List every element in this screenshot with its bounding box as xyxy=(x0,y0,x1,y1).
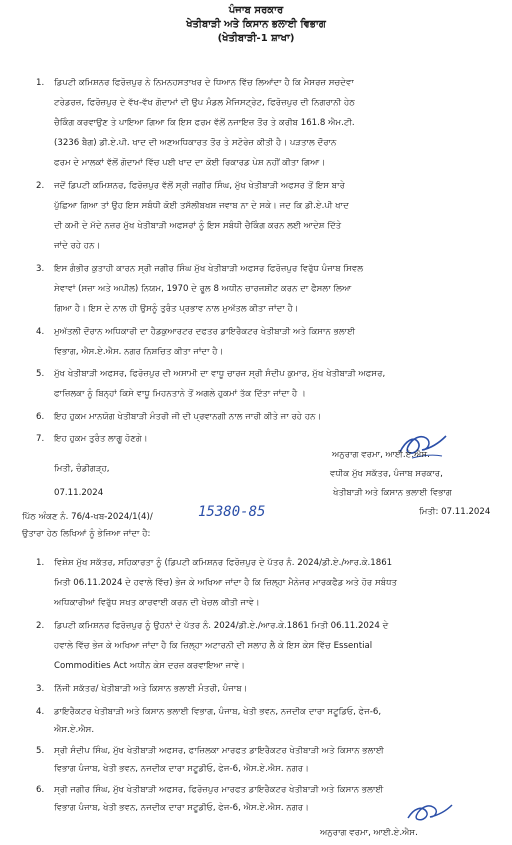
order-item-line: ਮੁੱਖ ਖੇਤੀਬਾੜੀ ਅਫਸਰ, ਫਿਰੋਜ਼ਪੁਰ ਦੀ ਅਸਾਮੀ ਦਾ ਵਾਧੂ ਚਾਰਜ ਸ੍ਰੀ ਸੰਦੀਪ ਕੁਮਾਰ, ਮੁੱਖ ਖੇਤੀਬਾੜੀ ਅਫਸਰ, xyxy=(54,369,386,379)
copy-item-line: ਐਸ.ਏ.ਐਸ. xyxy=(54,725,95,735)
order-item-line: ਜਾਂਦੇ ਰਹੇ ਹਨ। xyxy=(54,241,101,251)
copy-item-line: ਸ੍ਰੀ ਸੰਦੀਪ ਸਿੰਘ, ਮੁੱਖ ਖੇਤੀਬਾੜੀ ਅਫਸਰ, ਫਾਜ਼ਿਲਕਾ ਮਾਰਫਤ ਡਾਇਰੈਕਟਰ ਖੇਤੀਬਾੜੀ ਅਤੇ ਕਿਸਾਨ ਭਲਾਈ xyxy=(54,746,384,756)
order-item-number: 6. xyxy=(36,412,45,422)
order-item-number: 5. xyxy=(36,369,45,379)
endorsement-intro: ਉਤਾਰਾ ਹੇਠ ਲਿਖਿਆਂ ਨੂੰ ਭੇਜਿਆ ਜਾਂਦਾ ਹੈ: xyxy=(22,529,151,539)
copy-item-line: ਮਿਤੀ 06.11.2024 ਦੇ ਹਵਾਲੇ ਵਿੱਚ) ਭੇਜ ਕੇ ਅਖਿਆ ਜਾਂਦਾ ਹੈ ਕਿ ਜ਼ਿਲ੍ਹਾ ਮੈਨੇਜਰ ਮਾਰਕਫੈਡ ਅਤੇ ਹੋਰ ਸਬੰਧਤ xyxy=(54,578,397,588)
signatory-name-endorsement: ਅਨੁਰਾਗ ਵਰਮਾ, ਆਈ.ਏ.ਐਸ. xyxy=(320,828,418,838)
signatory-date: ਮਿਤੀ: 07.11.2024 xyxy=(419,507,491,517)
copy-item-line: ਹਵਾਲੇ ਵਿੱਚ ਭੇਜ ਕੇ ਅਖਿਆ ਜਾਂਦਾ ਹੈ ਕਿ ਜ਼ਿਲ੍ਹਾ ਅਟਾਰਨੀ ਦੀ ਸਲਾਹ ਲੈ ਕੇ ਇਸ ਕੇਸ ਵਿੱਚ Essential xyxy=(54,641,373,651)
copy-item-number: 4. xyxy=(36,707,45,717)
order-item-number: 3. xyxy=(36,264,45,274)
copy-item-line: ਵਿਭਾਗ ਪੰਜਾਬ, ਖੇਤੀ ਭਵਨ, ਨਜਦੀਕ ਦਾਰਾ ਸਟੂਡੀਓ, ਫੇਜ-6, ਐਸ.ਏ.ਐਸ. ਨਗਰ। xyxy=(54,764,309,774)
copy-item-line: ਡਿਪਟੀ ਕਮਿਸ਼ਨਰ ਫਿਰੋਜ਼ਪੁਰ ਨੂੰ ਉਹਨਾਂ ਦੇ ਪੱਤਰ ਨੰ. 2024/ਡੀ.ਏ./ਆਰ.ਕੇ.1861 ਮਿਤੀ 06.11.2024 ਦੇ xyxy=(54,621,389,631)
order-item-line: ਮੁਅੱਤਲੀ ਦੌਰਾਨ ਅਧਿਕਾਰੀ ਦਾ ਹੈਡਕੁਆਰਟਰ ਦਫਤਰ ਡਾਇਰੈਕਟਰ ਖੇਤੀਬਾੜੀ ਅਤੇ ਕਿਸਾਨ ਭਲਾਈ xyxy=(54,327,356,337)
order-item-line: ਦੀ ਕਮੀ ਦੇ ਮੱਦੇ ਨਜ਼ਰ ਮੁੱਖ ਖੇਤੀਬਾੜੀ ਅਫਸਰਾਂ ਨੂੰ ਇਸ ਸਬੰਧੀ ਚੈਕਿੰਗ ਕਰਨ ਲਈ ਆਦੇਸ਼ ਦਿੱਤੇ xyxy=(54,221,342,231)
order-item-line: ਇਹ ਹੁਕਮ ਮਾਨਯੋਗ ਖੇਤੀਬਾੜੀ ਮੰਤਰੀ ਜੀ ਦੀ ਪ੍ਰਵਾਨਗੀ ਨਾਲ ਜਾਰੀ ਕੀਤੇ ਜਾ ਰਹੇ ਹਨ। xyxy=(54,412,322,422)
header-branch: (ਖੇਤੀਬਾੜੀ-1 ਸ਼ਾਖਾ) xyxy=(217,33,295,44)
copy-item-line: ਅਧਿਕਾਰੀਆਂ ਵਿਰੁੱਧ ਸਖਤ ਕਾਰਵਾਈ ਕਰਨ ਦੀ ਖੇਚਲ ਕੀਤੀ ਜਾਵੇ। xyxy=(54,598,260,608)
order-item-line: ਵਿਭਾਗ, ਐਸ.ਏ.ਐਸ. ਨਗਰ ਨਿਸ਼ਚਿਤ ਕੀਤਾ ਜਾਂਦਾ ਹੈ। xyxy=(54,347,224,357)
order-item-line: ਸੇਵਾਵਾਂ (ਸਜ਼ਾ ਅਤੇ ਅਪੀਲ) ਨਿਯਮ, 1970 ਦੇ ਰੂਲ 8 ਅਧੀਨ ਚਾਰਜਸ਼ੀਟ ਕਰਨ ਦਾ ਫੈਸਲਾ ਲਿਆ xyxy=(54,284,352,294)
order-item-number: 7. xyxy=(36,434,45,444)
copy-item-number: 5. xyxy=(36,746,45,756)
copy-item-number: 3. xyxy=(36,684,45,694)
copy-item-line: ਨਿੱਜੀ ਸਕੱਤਰ/ ਖੇਤੀਬਾੜੀ ਅਤੇ ਕਿਸਾਨ ਭਲਾਈ ਮੰਤਰੀ, ਪੰਜਾਬ। xyxy=(54,684,248,694)
copy-item-line: ਵਿਸ਼ੇਸ਼ ਮੁੱਖ ਸਕੱਤਰ, ਸਹਿਕਾਰਤਾ ਨੂੰ (ਡਿਪਟੀ ਕਮਿਸ਼ਨਰ ਫਿਰੋਜ਼ਪੁਰ ਦੇ ਪੱਤਰ ਨੰ. 2024/ਡੀ.ਏ./ਆਰ.ਕੇ.1861 xyxy=(54,558,393,568)
header-department: ਖੇਤੀਬਾੜੀ ਅਤੇ ਕਿਸਾਨ ਭਲਾਈ ਵਿਭਾਗ xyxy=(186,19,326,30)
handwritten-signature-icon xyxy=(402,798,458,828)
copy-item-number: 6. xyxy=(36,785,45,795)
header-government: ਪੰਜਾਬ ਸਰਕਾਰ xyxy=(228,5,284,16)
copy-item-number: 2. xyxy=(36,621,45,631)
order-item-line: ਗਿਆ ਹੈ। ਇਸ ਦੇ ਨਾਲ ਹੀ ਉਸਨੂੰ ਤੁਰੰਤ ਪ੍ਰਭਾਵ ਨਾਲ ਮੁਅੱਤਲ ਕੀਤਾ ਜਾਂਦਾ ਹੈ। xyxy=(54,304,299,314)
order-item-line: (3236 ਬੈਗ) ਡੀ.ਏ.ਪੀ. ਖਾਦ ਦੀ ਅਣਅਧਿਕਾਰਤ ਤੌਰ ਤੇ ਸਟੋਰੇਜ਼ ਕੀਤੀ ਹੈ। ਪੜਤਾਲ ਦੌਰਾਨ xyxy=(54,138,337,148)
order-item-line: ਇਹ ਹੁਕਮ ਤੁਰੰਤ ਲਾਗੂ ਹੋਣਗੇ। xyxy=(54,434,148,444)
order-item-line: ਇਸ ਗੰਭੀਰ ਕੁਤਾਹੀ ਕਾਰਨ ਸ੍ਰੀ ਜਗੀਰ ਸਿੰਘ ਮੁੱਖ ਖੇਤੀਬਾੜੀ ਅਫਸਰ ਫਿਰੋਜ਼ਪੁਰ ਵਿਰੁੱਧ ਪੰਜਾਬ ਸਿਵਲ xyxy=(54,264,364,274)
order-item-line: ਟਰੇਡਰਜ਼, ਫਿਰੋਜ਼ਪੁਰ ਦੇ ਵੱਖ-ਵੱਖ ਗੋਦਾਮਾਂ ਦੀ ਉਪ ਮੰਡਲ ਮੈਜਿਸਟ੍ਰੇਟ, ਫਿਰੋਜ਼ਪੁਰ ਦੀ ਨਿਗਰਾਨੀ ਹੇਠ xyxy=(54,98,355,108)
order-item-line: ਫਰਮ ਦੇ ਮਾਲਕਾਂ ਵੱਲੋਂ ਗੋਦਾਮਾਂ ਵਿੱਚ ਪਈ ਖਾਦ ਦਾ ਕੋਈ ਰਿਕਾਰਡ ਪੇਸ਼ ਨਹੀਂ ਕੀਤਾ ਗਿਆ। xyxy=(54,158,326,168)
signatory-designation: ਵਧੀਕ ਮੁੱਖ ਸਕੱਤਰ, ਪੰਜਾਬ ਸਰਕਾਰ, xyxy=(330,469,443,479)
copy-item-line: ਡਾਇਰੈਕਟਰ ਖੇਤੀਬਾੜੀ ਅਤੇ ਕਿਸਾਨ ਭਲਾਈ ਵਿਭਾਗ, ਪੰਜਾਬ, ਖੇਤੀ ਭਵਨ, ਨਜਦੀਕ ਦਾਰਾ ਸਟੂਡਿਓ, ਫੇਜ-6, xyxy=(54,707,382,717)
order-date: 07.11.2024 xyxy=(54,488,104,498)
copy-item-number: 1. xyxy=(36,558,45,568)
order-item-line: ਜਦੋਂ ਡਿਪਟੀ ਕਮਿਸ਼ਨਰ, ਫਿਰੋਜ਼ਪੁਰ ਵੱਲੋਂ ਸ੍ਰੀ ਜਗੀਰ ਸਿੰਘ, ਮੁੱਖ ਖੇਤੀਬਾੜੀ ਅਫਸਰ ਤੋਂ ਇਸ ਬਾਰੇ xyxy=(54,181,345,191)
order-item-number: 2. xyxy=(36,181,45,191)
copy-item-line: ਸ੍ਰੀ ਜਗੀਰ ਸਿੰਘ, ਮੁੱਖ ਖੇਤੀਬਾੜੀ ਅਫਸਰ, ਫਿਰੋਜ਼ਪੁਰ ਮਾਰਫਤ ਡਾਇਰੈਕਟਰ ਖੇਤੀਬਾੜੀ ਅਤੇ ਕਿਸਾਨ ਭਲਾਈ xyxy=(54,785,384,795)
copy-item-line: ਵਿਭਾਗ ਪੰਜਾਬ, ਖੇਤੀ ਭਵਨ, ਨਜਦੀਕ ਦਾਰਾ ਸਟੂਡੀਓ, ਫੇਜ-6, ਐਸ.ਏ.ਐਸ. ਨਗਰ। xyxy=(54,803,309,813)
order-item-number: 4. xyxy=(36,327,45,337)
signatory-department: ਖੇਤੀਬਾੜੀ ਅਤੇ ਕਿਸਾਨ ਭਲਾਈ ਵਿਭਾਗ xyxy=(333,488,452,498)
copy-item-line: Commodities Act ਅਧੀਨ ਕੇਸ ਦਰਜ਼ ਕਰਵਾਇਆ ਜਾਵੇ। xyxy=(54,661,245,671)
order-item-line: ਡਿਪਟੀ ਕਮਿਸ਼ਨਰ ਫਿਰੋਜ਼ਪੁਰ ਨੇ ਨਿਮਨਹਸਤਾਖਰ ਦੇ ਧਿਆਨ ਵਿੱਚ ਲਿਆਂਦਾ ਹੈ ਕਿ ਮੈਸਰਜ਼ ਸਚਦੇਵਾ xyxy=(54,78,354,88)
handwritten-dispatch-number: 15380-85 xyxy=(198,504,266,520)
order-item-number: 1. xyxy=(36,78,45,88)
order-item-line: ਚੈਕਿੰਗ ਕਰਵਾਉਣ ਤੇ ਪਾਇਆ ਗਿਆ ਕਿ ਇਸ ਫਰਮ ਵੱਲੋਂ ਨਜਾਇਜ਼ ਤੌਰ ਤੇ ਕਰੀਬ 161.8 ਐਮ.ਟੀ. xyxy=(54,118,355,128)
endorsement-number: ਪਿੱਠ ਅੰਕਣ ਨੰ. 76/4-ਖਬ-2024/1(4)/ xyxy=(22,512,153,522)
order-item-line: ਫਾਜ਼ਿਲਕਾ ਨੂੰ ਬਿਨ੍ਹਾਂ ਕਿਸੇ ਵਾਧੂ ਮਿਹਨਤਾਨੇ ਤੋਂ ਅਗਲੇ ਹੁਕਮਾਂ ਤੱਕ ਦਿੱਤਾ ਜਾਂਦਾ ਹੈ । xyxy=(54,389,306,399)
place-label: ਮਿਤੀ, ਚੰਡੀਗੜ੍ਹ, xyxy=(54,464,110,474)
order-item-line: ਪੁੱਛਿਆ ਗਿਆ ਤਾਂ ਉਹ ਇਸ ਸਬੰਧੀ ਕੋਈ ਤਸੱਲੀਬਖਸ਼ ਜਵਾਬ ਨਾ ਦੇ ਸਕੇ। ਜਦ ਕਿ ਡੀ.ਏ.ਪੀ ਖਾਦ xyxy=(54,201,349,211)
signatory-name: ਅਨੁਰਾਗ ਵਰਮਾ, ਆਈ.ਏ.ਐਸ. xyxy=(332,450,430,460)
